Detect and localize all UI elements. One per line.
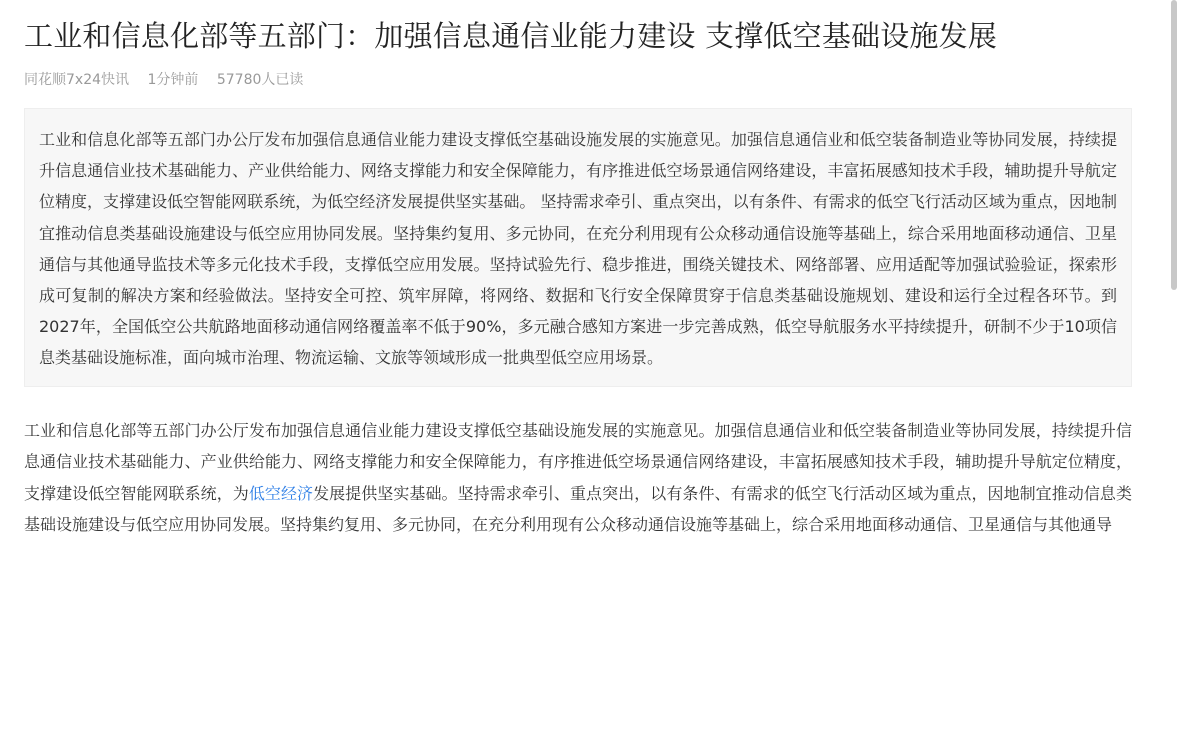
article-meta [24,70,1132,90]
scrollbar-thumb[interactable] [1171,0,1177,290]
article-body [24,415,1132,541]
article-body-text: 工业和信息化部等五部门办公厅发布加强信息通信业能力建设支撑低空基础设施发展的实施意见。加强信息通信业和低空装备制造业等协同发展，持续提升信息通信业技术基础能力、产业供给能力、网络支撑能力和安全保障能力，有序推进低空场景通信网络建设，丰富拓展感知技术手段，辅助提升导航定位精度，支撑建设低空智能网联系统，为 [24,420,1132,503]
article-source: 同花顺7x24快讯 [24,72,130,88]
article-read-count: 57780人已读 [216,72,304,88]
article-summary: 工业和信息化部等五部门办公厅发布加强信息通信业能力建设支撑低空基础设施发展的实施意见。加强信息通信业和低空装备制造业等协同发展，持续提升信息通信业技术基础能力、产业供给能力、网络支撑能力和安全保障能力，有序推进低空场景通信网络建设，丰富拓展感知技术手段，辅助提升导航定位精度，支撑建设低空智能网联系统，为低空经济发展提供坚实基础。 坚持需求牵引、重点突出，以有条件、有需求的低空飞行活动区域为重点，因地制宜推动信息类基础设施建设与低空应用协同发展。坚持集约复用、多元协同，在充分利用现有公众移动通信设施等基础上，综合采用地面移动通信、卫星通信与其他通导监技术等多元化技术手段，支撑低空应用发展。坚持试验先行、稳步推进，围绕关键技术、网络部署、应用适配等加强试验验证，探索形成可复制的解决方案和经验做法。坚持安全可控、筑牢屏障，将网络、数据和飞行安全保障贯穿于信息类基础设施规划、建设和运行全过程各环节。到2027年，全国低空公共航路地面移动通信网络覆盖率不低于90%，多元融合感知方案进一步完善成熟，低空导航服务水平持续提升，研制不少于10项信息类基础设施标准，面向城市治理、物流运输、文旅等领域形成一批典型低空应用场景。 [24,108,1132,387]
scrollbar-track[interactable] [1168,0,1180,749]
article-time: 1分钟前 [147,72,199,88]
article [24,0,1132,541]
keyword-link[interactable]: 低空经济 [248,483,314,503]
article-body-text-continued: 发展提供坚实基础。坚持需求牵引、重点突出，以有条件、有需求的低空飞行活动区域为重点，因地制宜推动信息类基础设施建设与低空应用协同发展。坚持集约复用、多元协同，在充分利用现有公众移动通信设施等基础上，综合采用地面移动通信、卫星通信与其他通导 [24,483,1132,535]
article-title: 工业和信息化部等五部门：加强信息通信业能力建设 支撑低空基础设施发展 [24,19,998,53]
